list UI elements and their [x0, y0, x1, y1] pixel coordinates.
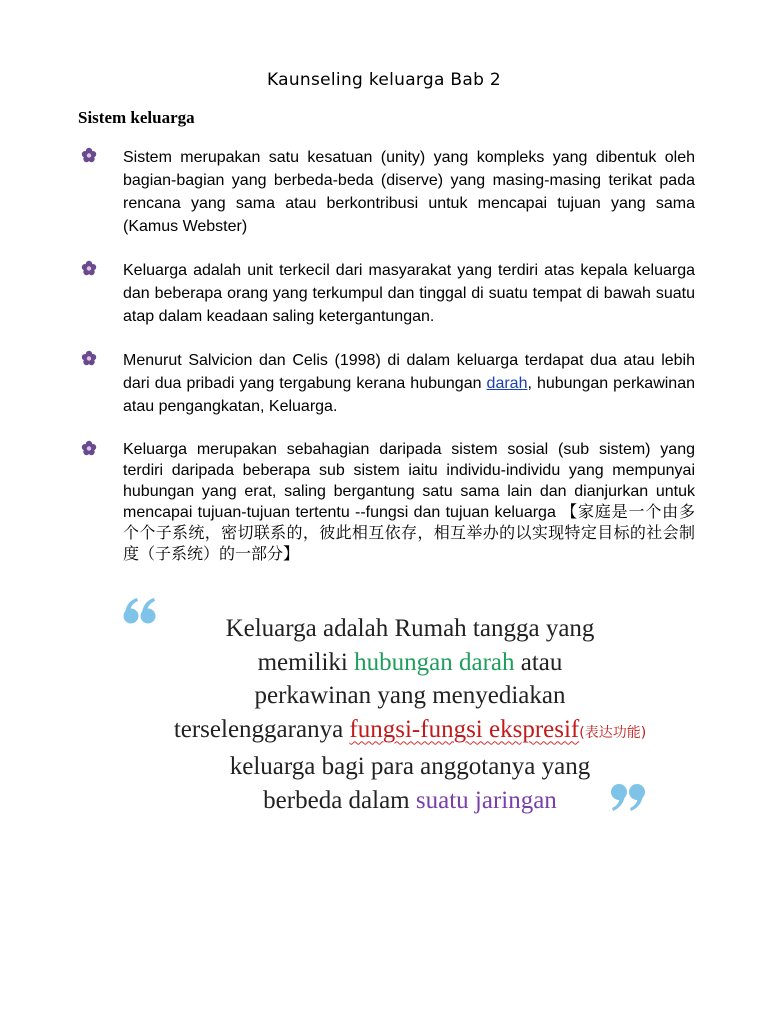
quote-highlight-red: fungsi-fungsi ekspresif	[349, 715, 580, 743]
bullet-item	[78, 439, 695, 565]
flower-bullet-icon	[81, 350, 97, 366]
bullet-item	[78, 259, 695, 328]
flower-bullet-icon	[81, 260, 97, 276]
bullet-text: Keluarga merupakan sebahagian daripada sistem sosial (sub sistem) yang terdiri daripada beberapa sub sistem iaitu individu-individu yang mempunyai hubungan yang erat, saling bergantung satu sama lain dan dianjurkan untuk mencapai tujuan-tujuan tertentu --fungsi dan tujuan keluarga 【家庭是一个由多个个子系统，密切联系的，彼此相互依存，相互举办的以实现特定目标的社会制度（子系统）的一部分】	[123, 441, 695, 563]
bullet-text: Sistem merupakan satu kesatuan (unity) yang kompleks yang dibentuk oleh bagian-bagian yang berbeda-beda (diserve) yang masing-masing terikat pada rencana yang sama atau berkontribusi untuk mencapai tujuan yang sama (Kamus Webster)	[123, 149, 695, 235]
bullet-text-before-link: Menurut Salvicion dan Celis (1998) di dalam keluarga terdapat dua atau lebih dari dua pribadi yang tergabung kerana hubungan	[123, 352, 695, 392]
darah-link[interactable]: darah	[486, 375, 528, 392]
bullet-text: Keluarga adalah unit terkecil dari masyarakat yang terdiri atas kepala keluarga dan beberapa orang yang terkumpul dan tinggal di suatu tempat di bawah suatu atap dalam keadaan saling ketergantungan.	[123, 262, 695, 325]
quote-highlight-green: hubungan darah	[354, 648, 515, 676]
document-title: Kaunseling keluarga Bab 2	[266, 70, 502, 90]
quote-line: memiliki hubungan darah atau	[257, 648, 563, 676]
quote-block	[120, 592, 700, 822]
quote-line: Keluarga adalah Rumah tangga yang	[225, 615, 595, 642]
close-quote-icon	[608, 782, 648, 814]
bullet-list	[78, 146, 695, 586]
section-heading: Sistem keluarga	[78, 108, 195, 127]
quote-line: keluarga bagi para anggotanya yang	[229, 753, 591, 780]
quote-highlight-purple: suatu jaringan	[415, 786, 557, 814]
quote-line: terselenggaranya fungsi-fungsi ekspresif(表达功能)	[173, 715, 647, 743]
bullet-text-after-link: , hubungan perkawinan atau pengangkatan, Keluarga.	[123, 375, 696, 415]
bullet-text	[123, 349, 695, 418]
bullet-item	[78, 349, 695, 418]
flower-bullet-icon	[81, 147, 97, 163]
quote-line: perkawinan yang menyediakan	[254, 682, 566, 709]
quote-annotation: (表达功能)	[579, 724, 647, 741]
bullet-item	[78, 146, 695, 238]
flower-bullet-icon	[81, 440, 97, 456]
quote-line: berbeda dalam suatu jaringan	[263, 786, 557, 814]
